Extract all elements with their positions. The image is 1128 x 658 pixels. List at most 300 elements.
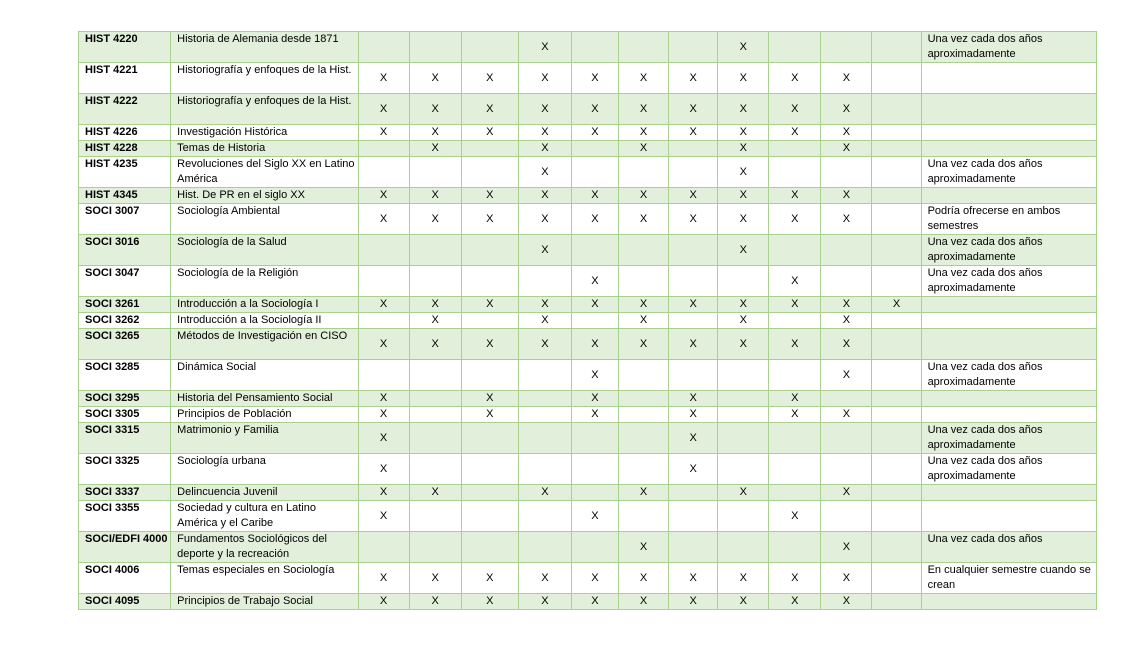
term-mark-cell: X (821, 94, 872, 125)
term-mark-cell: X (358, 125, 409, 141)
table-row (79, 391, 1097, 407)
term-mark-cell (669, 313, 718, 329)
term-mark-cell: X (518, 329, 571, 360)
term-mark-cell: X (571, 266, 618, 297)
term-mark-cell (619, 32, 669, 63)
course-code-cell: HIST 4222 (79, 94, 171, 125)
term-mark-cell (872, 63, 921, 94)
term-mark-cell: X (718, 188, 769, 204)
term-mark-cell: X (358, 204, 409, 235)
term-mark-cell (872, 563, 921, 594)
term-mark-cell: X (821, 563, 872, 594)
term-mark-cell (409, 532, 461, 563)
table-row (79, 313, 1097, 329)
term-mark-cell: X (669, 125, 718, 141)
course-note-cell (921, 63, 1096, 94)
term-mark-cell: X (769, 204, 821, 235)
term-mark-cell (461, 141, 518, 157)
term-mark-cell: X (518, 563, 571, 594)
course-title-cell: Introducción a la Sociología II (171, 313, 358, 329)
term-mark-cell: X (409, 563, 461, 594)
course-note-cell (921, 125, 1096, 141)
term-mark-cell: X (619, 188, 669, 204)
term-mark-cell (409, 32, 461, 63)
term-mark-cell (518, 454, 571, 485)
term-mark-cell: X (518, 32, 571, 63)
term-mark-cell: X (669, 204, 718, 235)
term-mark-cell (358, 360, 409, 391)
course-title-cell: Sociología urbana (171, 454, 358, 485)
term-mark-cell: X (571, 297, 618, 313)
term-mark-cell (619, 423, 669, 454)
term-mark-cell: X (571, 204, 618, 235)
term-mark-cell (669, 266, 718, 297)
term-mark-cell (872, 532, 921, 563)
term-mark-cell: X (461, 563, 518, 594)
term-mark-cell (872, 32, 921, 63)
term-mark-cell (619, 360, 669, 391)
term-mark-cell (461, 532, 518, 563)
term-mark-cell: X (409, 313, 461, 329)
course-note-cell: Una vez cada dos años aproximadamente (921, 235, 1096, 266)
term-mark-cell (872, 485, 921, 501)
term-mark-cell: X (358, 485, 409, 501)
term-mark-cell: X (571, 594, 618, 610)
term-mark-cell (821, 266, 872, 297)
term-mark-cell: X (718, 297, 769, 313)
term-mark-cell: X (769, 188, 821, 204)
term-mark-cell: X (461, 329, 518, 360)
term-mark-cell: X (619, 313, 669, 329)
term-mark-cell: X (718, 204, 769, 235)
term-mark-cell (769, 454, 821, 485)
term-mark-cell: X (821, 141, 872, 157)
term-mark-cell (518, 266, 571, 297)
term-mark-cell: X (669, 594, 718, 610)
term-mark-cell (571, 157, 618, 188)
course-title-cell: Sociología de la Religión (171, 266, 358, 297)
table-row (79, 188, 1097, 204)
term-mark-cell (669, 32, 718, 63)
course-note-cell (921, 94, 1096, 125)
term-mark-cell: X (358, 329, 409, 360)
term-mark-cell (571, 485, 618, 501)
term-mark-cell: X (769, 63, 821, 94)
course-title-cell: Revoluciones del Siglo XX en Latino América (171, 157, 358, 188)
term-mark-cell (461, 157, 518, 188)
term-mark-cell: X (571, 360, 618, 391)
term-mark-cell (518, 532, 571, 563)
term-mark-cell: X (409, 188, 461, 204)
term-mark-cell: X (619, 485, 669, 501)
course-note-cell: Una vez cada dos años aproximadamente (921, 360, 1096, 391)
course-title-cell: Hist. De PR en el siglo XX (171, 188, 358, 204)
term-mark-cell: X (518, 141, 571, 157)
term-mark-cell: X (821, 188, 872, 204)
term-mark-cell (872, 204, 921, 235)
course-note-cell (921, 313, 1096, 329)
term-mark-cell (461, 454, 518, 485)
term-mark-cell (718, 266, 769, 297)
term-mark-cell (669, 485, 718, 501)
term-mark-cell (571, 313, 618, 329)
term-mark-cell: X (669, 563, 718, 594)
term-mark-cell (409, 391, 461, 407)
table-row (79, 204, 1097, 235)
term-mark-cell (358, 235, 409, 266)
term-mark-cell: X (669, 329, 718, 360)
term-mark-cell (619, 391, 669, 407)
term-mark-cell (518, 423, 571, 454)
term-mark-cell (669, 360, 718, 391)
term-mark-cell: X (409, 594, 461, 610)
table-row (79, 297, 1097, 313)
term-mark-cell (571, 32, 618, 63)
term-mark-cell: X (718, 32, 769, 63)
course-code-cell: SOCI 3285 (79, 360, 171, 391)
term-mark-cell: X (718, 563, 769, 594)
course-code-cell: SOCI 3007 (79, 204, 171, 235)
term-mark-cell: X (669, 423, 718, 454)
term-mark-cell: X (518, 204, 571, 235)
table-row (79, 235, 1097, 266)
term-mark-cell (669, 157, 718, 188)
term-mark-cell: X (518, 235, 571, 266)
term-mark-cell: X (669, 391, 718, 407)
term-mark-cell: X (461, 125, 518, 141)
term-mark-cell (718, 454, 769, 485)
course-title-cell: Métodos de Investigación en CISO (171, 329, 358, 360)
course-note-cell: En cualquier semestre cuando se crean (921, 563, 1096, 594)
term-mark-cell: X (358, 63, 409, 94)
term-mark-cell: X (769, 329, 821, 360)
term-mark-cell: X (769, 94, 821, 125)
table-row (79, 532, 1097, 563)
term-mark-cell: X (409, 329, 461, 360)
term-mark-cell: X (718, 313, 769, 329)
term-mark-cell: X (718, 235, 769, 266)
term-mark-cell (821, 423, 872, 454)
term-mark-cell (409, 423, 461, 454)
term-mark-cell: X (619, 532, 669, 563)
term-mark-cell (769, 360, 821, 391)
term-mark-cell (872, 266, 921, 297)
term-mark-cell: X (669, 63, 718, 94)
course-code-cell: HIST 4235 (79, 157, 171, 188)
term-mark-cell (872, 94, 921, 125)
term-mark-cell (461, 485, 518, 501)
term-mark-cell: X (571, 125, 618, 141)
course-code-cell: SOCI 3295 (79, 391, 171, 407)
term-mark-cell (769, 423, 821, 454)
term-mark-cell (358, 157, 409, 188)
term-mark-cell: X (821, 532, 872, 563)
term-mark-cell: X (358, 594, 409, 610)
term-mark-cell: X (358, 188, 409, 204)
term-mark-cell: X (571, 391, 618, 407)
course-code-cell: SOCI 4095 (79, 594, 171, 610)
term-mark-cell (872, 157, 921, 188)
term-mark-cell (718, 532, 769, 563)
course-note-cell: Una vez cada dos años aproximadamente (921, 266, 1096, 297)
term-mark-cell (718, 501, 769, 532)
course-code-cell: HIST 4221 (79, 63, 171, 94)
course-note-cell (921, 391, 1096, 407)
course-note-cell: Una vez cada dos años aproximadamente (921, 423, 1096, 454)
term-mark-cell: X (669, 188, 718, 204)
term-mark-cell: X (718, 94, 769, 125)
term-mark-cell: X (619, 141, 669, 157)
term-mark-cell: X (571, 94, 618, 125)
term-mark-cell: X (461, 407, 518, 423)
term-mark-cell (358, 32, 409, 63)
term-mark-cell: X (358, 563, 409, 594)
term-mark-cell (571, 454, 618, 485)
term-mark-cell: X (619, 63, 669, 94)
term-mark-cell: X (669, 94, 718, 125)
course-note-cell (921, 141, 1096, 157)
term-mark-cell (821, 454, 872, 485)
term-mark-cell: X (619, 125, 669, 141)
term-mark-cell (821, 157, 872, 188)
term-mark-cell (872, 360, 921, 391)
term-mark-cell: X (461, 594, 518, 610)
table-row (79, 423, 1097, 454)
term-mark-cell: X (718, 125, 769, 141)
term-mark-cell (872, 313, 921, 329)
term-mark-cell (461, 360, 518, 391)
term-mark-cell (821, 501, 872, 532)
table-row (79, 501, 1097, 532)
term-mark-cell (619, 501, 669, 532)
term-mark-cell: X (358, 297, 409, 313)
term-mark-cell (409, 157, 461, 188)
term-mark-cell (769, 532, 821, 563)
course-note-cell: Una vez cada dos años aproximadamente (921, 454, 1096, 485)
term-mark-cell: X (461, 204, 518, 235)
term-mark-cell (872, 391, 921, 407)
term-mark-cell: X (358, 407, 409, 423)
term-mark-cell: X (769, 407, 821, 423)
course-note-cell (921, 485, 1096, 501)
term-mark-cell (872, 423, 921, 454)
term-mark-cell: X (619, 594, 669, 610)
term-mark-cell (872, 125, 921, 141)
course-note-cell (921, 501, 1096, 532)
term-mark-cell (619, 157, 669, 188)
term-mark-cell (409, 407, 461, 423)
term-mark-cell: X (461, 63, 518, 94)
term-mark-cell: X (358, 423, 409, 454)
term-mark-cell (518, 407, 571, 423)
course-title-cell: Matrimonio y Familia (171, 423, 358, 454)
course-title-cell: Investigación Histórica (171, 125, 358, 141)
term-mark-cell: X (718, 63, 769, 94)
course-note-cell: Una vez cada dos años aproximadamente (921, 32, 1096, 63)
course-code-cell: HIST 4226 (79, 125, 171, 141)
term-mark-cell (872, 329, 921, 360)
course-note-cell: Una vez cada dos años (921, 532, 1096, 563)
term-mark-cell (461, 313, 518, 329)
course-title-cell: Historiografía y enfoques de la Hist. (171, 63, 358, 94)
term-mark-cell: X (821, 63, 872, 94)
term-mark-cell (409, 454, 461, 485)
term-mark-cell (769, 485, 821, 501)
table-row (79, 329, 1097, 360)
term-mark-cell: X (461, 94, 518, 125)
term-mark-cell (409, 235, 461, 266)
term-mark-cell: X (358, 94, 409, 125)
term-mark-cell: X (718, 485, 769, 501)
term-mark-cell: X (571, 501, 618, 532)
term-mark-cell: X (518, 188, 571, 204)
course-title-cell: Historia de Alemania desde 1871 (171, 32, 358, 63)
term-mark-cell (619, 454, 669, 485)
term-mark-cell (518, 360, 571, 391)
course-code-cell: SOCI 3337 (79, 485, 171, 501)
course-title-cell: Delincuencia Juvenil (171, 485, 358, 501)
term-mark-cell: X (358, 501, 409, 532)
term-mark-cell: X (769, 501, 821, 532)
table-row (79, 563, 1097, 594)
course-title-cell: Sociología de la Salud (171, 235, 358, 266)
term-mark-cell: X (718, 329, 769, 360)
term-mark-cell: X (461, 188, 518, 204)
course-code-cell: SOCI 3355 (79, 501, 171, 532)
course-code-cell: SOCI 3325 (79, 454, 171, 485)
term-mark-cell: X (518, 63, 571, 94)
table-row (79, 485, 1097, 501)
term-mark-cell (769, 313, 821, 329)
term-mark-cell: X (821, 360, 872, 391)
term-mark-cell (518, 501, 571, 532)
table-row (79, 454, 1097, 485)
term-mark-cell: X (821, 407, 872, 423)
course-note-cell (921, 329, 1096, 360)
term-mark-cell: X (518, 485, 571, 501)
term-mark-cell: X (619, 563, 669, 594)
term-mark-cell: X (461, 297, 518, 313)
course-code-cell: SOCI 3016 (79, 235, 171, 266)
course-note-cell (921, 594, 1096, 610)
term-mark-cell: X (619, 204, 669, 235)
term-mark-cell: X (409, 297, 461, 313)
term-mark-cell (669, 235, 718, 266)
term-mark-cell: X (518, 594, 571, 610)
term-mark-cell: X (358, 454, 409, 485)
term-mark-cell (571, 235, 618, 266)
term-mark-cell (409, 266, 461, 297)
course-title-cell: Introducción a la Sociología I (171, 297, 358, 313)
term-mark-cell (718, 407, 769, 423)
term-mark-cell: X (409, 141, 461, 157)
term-mark-cell: X (571, 63, 618, 94)
table-row (79, 32, 1097, 63)
course-title-cell: Sociedad y cultura en Latino América y el Caribe (171, 501, 358, 532)
course-note-cell: Una vez cada dos años aproximadamente (921, 157, 1096, 188)
term-mark-cell: X (461, 391, 518, 407)
term-mark-cell (872, 501, 921, 532)
term-mark-cell (872, 454, 921, 485)
term-mark-cell: X (718, 141, 769, 157)
term-mark-cell (769, 32, 821, 63)
term-mark-cell (619, 266, 669, 297)
term-mark-cell: X (518, 125, 571, 141)
term-mark-cell (461, 423, 518, 454)
term-mark-cell (769, 235, 821, 266)
course-code-cell: HIST 4345 (79, 188, 171, 204)
term-mark-cell: X (872, 297, 921, 313)
course-code-cell: SOCI 3047 (79, 266, 171, 297)
term-mark-cell (769, 157, 821, 188)
term-mark-cell (358, 141, 409, 157)
term-mark-cell (461, 32, 518, 63)
term-mark-cell (358, 266, 409, 297)
course-note-cell: Podría ofrecerse en ambos semestres (921, 204, 1096, 235)
term-mark-cell (409, 360, 461, 391)
course-schedule-table (78, 31, 1097, 610)
term-mark-cell: X (571, 563, 618, 594)
term-mark-cell: X (669, 454, 718, 485)
course-code-cell: SOCI 3262 (79, 313, 171, 329)
term-mark-cell: X (571, 407, 618, 423)
term-mark-cell: X (409, 63, 461, 94)
term-mark-cell: X (769, 125, 821, 141)
term-mark-cell: X (718, 594, 769, 610)
term-mark-cell: X (409, 94, 461, 125)
term-mark-cell (821, 235, 872, 266)
term-mark-cell: X (409, 125, 461, 141)
term-mark-cell (518, 391, 571, 407)
term-mark-cell: X (821, 594, 872, 610)
term-mark-cell: X (669, 297, 718, 313)
term-mark-cell: X (821, 329, 872, 360)
term-mark-cell: X (821, 125, 872, 141)
term-mark-cell (718, 360, 769, 391)
course-code-cell: SOCI 3315 (79, 423, 171, 454)
term-mark-cell: X (669, 407, 718, 423)
term-mark-cell (619, 407, 669, 423)
term-mark-cell: X (718, 157, 769, 188)
table-row (79, 141, 1097, 157)
term-mark-cell (821, 391, 872, 407)
term-mark-cell: X (619, 329, 669, 360)
term-mark-cell: X (769, 391, 821, 407)
term-mark-cell (718, 423, 769, 454)
term-mark-cell (872, 141, 921, 157)
term-mark-cell: X (619, 94, 669, 125)
term-mark-cell (718, 391, 769, 407)
term-mark-cell (769, 141, 821, 157)
term-mark-cell: X (821, 204, 872, 235)
course-note-cell (921, 188, 1096, 204)
course-title-cell: Temas de Historia (171, 141, 358, 157)
term-mark-cell (571, 532, 618, 563)
table-row (79, 407, 1097, 423)
term-mark-cell (358, 532, 409, 563)
course-code-cell: HIST 4228 (79, 141, 171, 157)
course-code-cell: SOCI 3261 (79, 297, 171, 313)
term-mark-cell (821, 32, 872, 63)
course-code-cell: HIST 4220 (79, 32, 171, 63)
course-title-cell: Fundamentos Sociológicos del deporte y la recreación (171, 532, 358, 563)
term-mark-cell (669, 141, 718, 157)
term-mark-cell: X (409, 204, 461, 235)
term-mark-cell: X (518, 94, 571, 125)
term-mark-cell: X (571, 188, 618, 204)
term-mark-cell: X (518, 297, 571, 313)
term-mark-cell (872, 235, 921, 266)
